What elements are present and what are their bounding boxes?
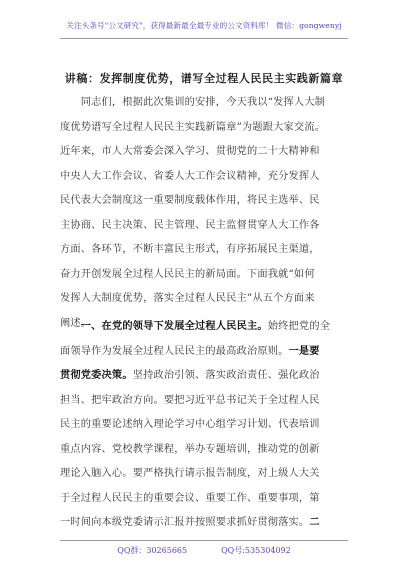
section-one-paragraph <box>60 315 351 536</box>
intro-line: 中央人大工作会议、省委人大工作会议精神，充分发挥人 <box>60 170 320 182</box>
qq-group-text: QQ群：30265665 <box>117 546 188 555</box>
section-line: 于全过程人民民主的重要会议、重要工作、重要事项，第 <box>60 492 320 504</box>
intro-line: 发挥人大制度优势，落实全过程人民民主”从五个方面来 <box>60 293 315 304</box>
intro-line: 阐述。 <box>60 317 92 329</box>
intro-line: 方面、各环节，不断丰富民主形式，有序拓展民主渠道， <box>60 244 320 255</box>
header-promo-note: 关注头条号"公文研究"，获得最新最全最专业的公文资料库！ 微信：gongwenyj <box>66 21 342 30</box>
section-text: 一时间向本级党委请示汇报并按照要求抓好贯彻落实。 <box>60 517 310 528</box>
header-divider <box>60 38 348 39</box>
footer-contact <box>0 545 408 556</box>
section-line: 理论入脑入心。要严格执行请示报告制度，对上级人大关 <box>60 468 320 479</box>
section-text: 始终把党的全 <box>267 321 331 332</box>
section-line: 担当、把牢政治方向。要把习近平总书记关于全过程人民 <box>60 394 320 406</box>
intro-line: 主协商、民主决策、民主管理、民主监督贯穿人大工作各 <box>60 219 320 231</box>
section-line: 重点内容、党校教学课程，举办专题培训，推动党的创新 <box>60 443 320 455</box>
section-one-heading: 一、在党的领导下发展全过程人民民主。 <box>80 321 268 332</box>
footer-divider <box>60 540 348 541</box>
document-title: 讲稿：发挥制度优势，谱写全过程人民民主实践新篇章 <box>64 72 344 85</box>
intro-paragraph <box>60 91 351 336</box>
intro-line: 民代表大会制度这一重要制度载体作用，将民主选举、民 <box>60 195 320 206</box>
section-line <box>60 315 351 340</box>
qq-number-text: QQ号:535304092 <box>221 546 291 555</box>
section-line: 民主的重要论述纳入理论学习中心组学习计划、代表培训 <box>60 419 320 430</box>
point-two-label: 二 <box>309 517 320 528</box>
section-line <box>60 364 351 389</box>
section-text: 面领导作为发展全过程人民民主的最高政治原则。 <box>60 345 289 357</box>
intro-line: 奋力开创发展全过程人民民主的新局面。下面我就“如何 <box>60 268 315 280</box>
point-one-title: 贯彻党委决策。 <box>60 370 133 381</box>
intro-line: 近年来，市人大常委会深入学习、贯彻党的二十大精神和 <box>60 146 320 157</box>
section-line <box>60 340 351 365</box>
intro-line: 同志们，根据此次集训的安排，今天我以“发挥人大制 <box>60 97 326 108</box>
intro-line: 度优势谱写全过程人民民主实践新篇章”为题跟大家交流。 <box>60 121 326 133</box>
section-text: 坚持政治引领、落实政治责任、强化政治 <box>132 370 320 381</box>
section-line <box>60 511 351 536</box>
point-one-label: 一是要 <box>288 345 320 357</box>
